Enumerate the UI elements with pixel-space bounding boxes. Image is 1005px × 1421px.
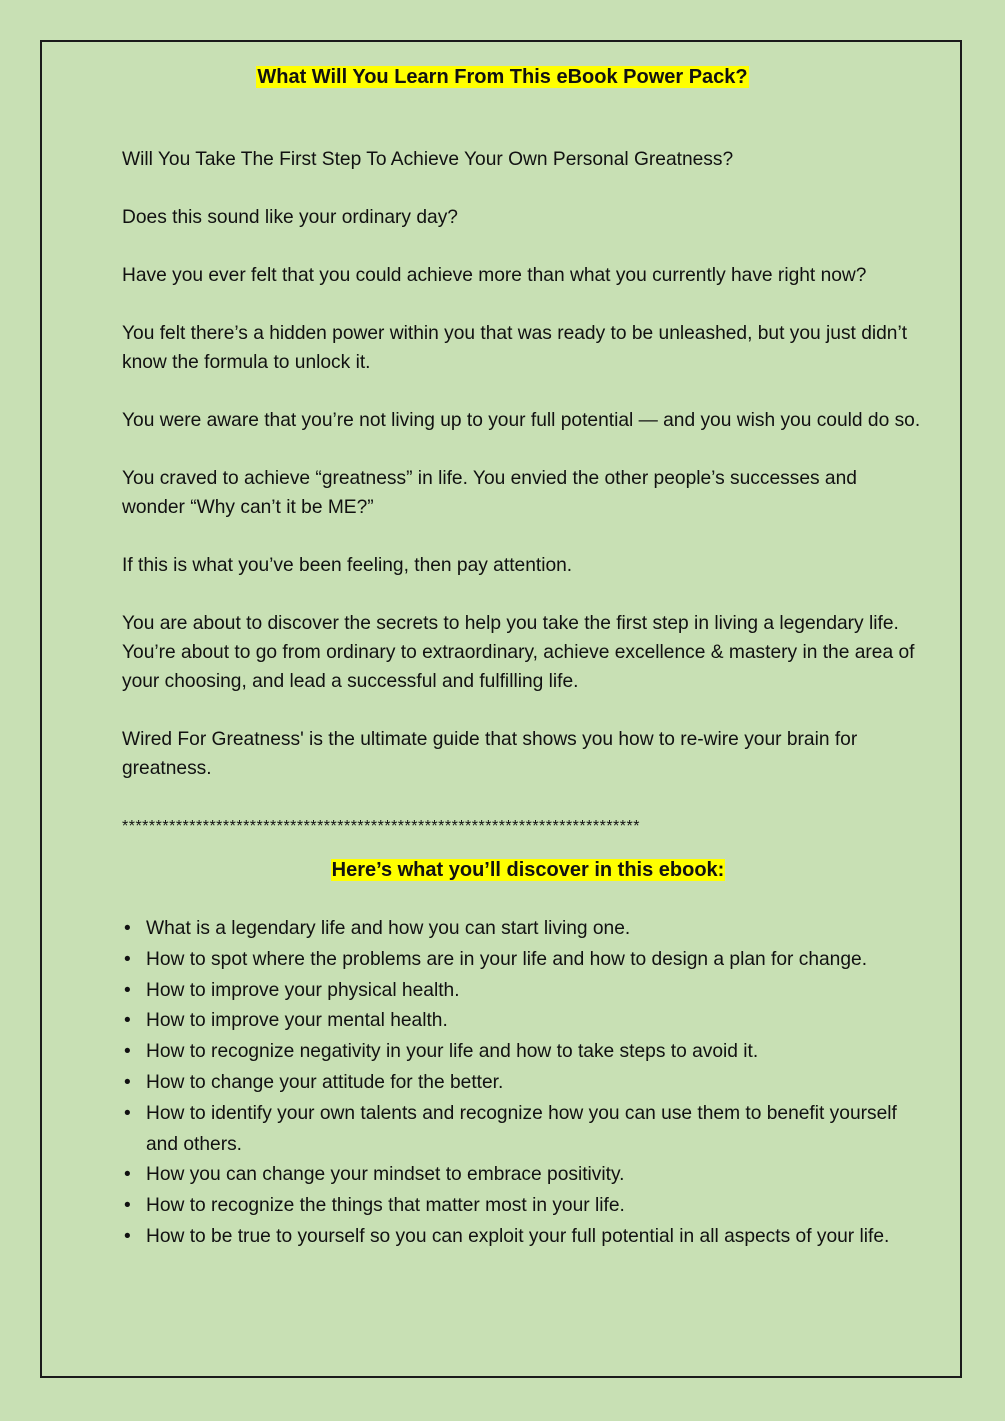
list-item	[122, 1037, 912, 1068]
list-item	[122, 914, 912, 945]
list-item-text: How to recognize the things that matter most in your life.	[146, 1195, 625, 1217]
separator-line: *****************************************************************************	[122, 818, 640, 835]
paragraph: You felt there’s a hidden power within you that was ready to be unleashed, but you just didn’t know the formula to unlock it.	[122, 323, 908, 373]
list-item	[122, 1222, 912, 1253]
bullet-icon: •	[124, 1102, 131, 1124]
bullet-icon: •	[124, 1225, 131, 1247]
paragraph: If this is what you’ve been feeling, then pay attention.	[122, 555, 573, 576]
bullet-icon: •	[124, 1164, 131, 1186]
bullet-list	[122, 914, 912, 1253]
subheading-container	[122, 855, 934, 886]
paragraph: You were aware that you’re not living up to your full potential — and you wish you could do so.	[122, 410, 921, 431]
bullet-icon: •	[124, 948, 131, 970]
bullet-icon: •	[124, 1041, 131, 1063]
paragraph: Have you ever felt that you could achieve more than what you currently have right now?	[122, 265, 867, 286]
paragraph: Will You Take The First Step To Achieve Your Own Personal Greatness?	[122, 149, 734, 170]
bullet-icon: •	[124, 979, 131, 1001]
bullet-icon: •	[124, 1010, 131, 1032]
paragraph: Wired For Greatness' is the ultimate guide that shows you how to re-wire your brain for greatness.	[122, 729, 858, 779]
list-item	[122, 945, 912, 976]
list-item-text: How to identify your own talents and recognize how you can use them to benefit yourself and others.	[146, 1102, 897, 1155]
document-body	[122, 145, 922, 1253]
list-item-text: How to change your attitude for the better.	[146, 1071, 504, 1093]
list-item-text: How you can change your mindset to embrace positivity.	[146, 1164, 625, 1186]
bullet-icon: •	[124, 1071, 131, 1093]
heading-container	[0, 62, 1005, 92]
bullet-icon: •	[124, 918, 131, 939]
paragraph: You are about to discover the secrets to help you take the first step in living a legendary life. You’re about to go from ordinary to extraordinary, achieve excellence & mastery in the area of your choosing, and lead a successful and fulfilling life.	[122, 613, 915, 692]
list-item	[122, 1006, 912, 1037]
page-title: What Will You Learn From This eBook Power Pack?	[257, 66, 748, 88]
list-item-text: How to improve your physical health.	[146, 979, 460, 1001]
paragraph: Does this sound like your ordinary day?	[122, 207, 458, 228]
list-item	[122, 976, 912, 1007]
list-item-text: How to recognize negativity in your life and how to take steps to avoid it.	[146, 1041, 759, 1063]
paragraph: You craved to achieve “greatness” in life. You envied the other people’s successes and wonder “Why can’t it be ME?”	[122, 468, 857, 518]
bullet-icon: •	[124, 1195, 131, 1217]
list-item-text: How to improve your mental health.	[146, 1010, 448, 1032]
list-item-text: How to be true to yourself so you can exploit your full potential in all aspects of your life.	[146, 1225, 890, 1247]
list-item	[122, 1068, 912, 1099]
list-item	[122, 1191, 912, 1222]
list-item-text: What is a legendary life and how you can start living one.	[146, 918, 631, 939]
section-subheading: Here’s what you’ll discover in this ebook:	[331, 859, 725, 881]
list-item-text: How to spot where the problems are in your life and how to design a plan for change.	[146, 948, 868, 970]
list-item	[122, 1160, 912, 1191]
list-item	[122, 1099, 912, 1161]
